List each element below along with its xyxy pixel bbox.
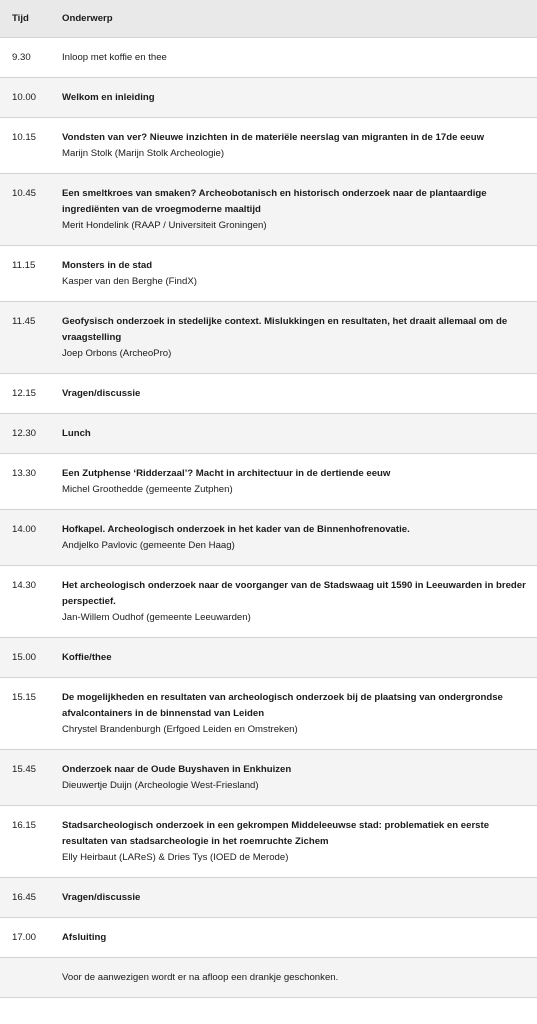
row-time: 15.45 — [0, 750, 50, 806]
row-time: 14.00 — [0, 510, 50, 566]
table-row — [0, 38, 537, 78]
session-title: Een Zutphense ‘Ridderzaal’? Macht in architectuur in de dertiende eeuw — [62, 468, 391, 479]
row-time: 16.45 — [0, 878, 50, 918]
table-row — [0, 374, 537, 414]
row-time — [0, 958, 50, 998]
table-row — [0, 878, 537, 918]
session-speaker: Elly Heirbaut (LAReS) & Dries Tys (IOED de Merode) — [62, 852, 289, 863]
session-title: Het archeologisch onderzoek naar de voorganger van de Stadswaag uit 1590 in Leeuwarden in breder perspectief. — [62, 580, 526, 607]
row-topic — [50, 510, 537, 566]
table-row — [0, 454, 537, 510]
program-body — [0, 38, 537, 998]
table-row — [0, 414, 537, 454]
session-speaker: Michel Groothedde (gemeente Zutphen) — [62, 484, 233, 495]
row-topic — [50, 918, 537, 958]
row-time: 11.15 — [0, 246, 50, 302]
table-row — [0, 118, 537, 174]
session-title: Vragen/discussie — [62, 388, 141, 399]
row-topic — [50, 246, 537, 302]
column-header-time: Tijd — [0, 0, 50, 38]
table-row — [0, 78, 537, 118]
column-header-topic: Onderwerp — [50, 0, 537, 38]
session-speaker: Jan-Willem Oudhof (gemeente Leeuwarden) — [62, 612, 251, 623]
row-time: 10.15 — [0, 118, 50, 174]
session-title: Monsters in de stad — [62, 260, 153, 271]
table-row — [0, 918, 537, 958]
session-speaker: Chrystel Brandenburgh (Erfgoed Leiden en Omstreken) — [62, 724, 298, 735]
session-title: Stadsarcheologisch onderzoek in een gekrompen Middeleeuwse stad: problematiek en eerste resultaten van stadsarcheologie in het roemruchte Zichem — [62, 820, 490, 847]
row-time: 17.00 — [0, 918, 50, 958]
table-row — [0, 510, 537, 566]
table-row — [0, 566, 537, 638]
session-speaker: Andjelko Pavlovic (gemeente Den Haag) — [62, 540, 235, 551]
session-title: Voor de aanwezigen wordt er na afloop een drankje geschonken. — [62, 972, 339, 983]
table-row — [0, 958, 537, 998]
row-time: 11.45 — [0, 302, 50, 374]
row-topic — [50, 750, 537, 806]
row-topic — [50, 806, 537, 878]
row-topic — [50, 678, 537, 750]
table-row — [0, 806, 537, 878]
session-speaker: Marijn Stolk (Marijn Stolk Archeologie) — [62, 148, 225, 159]
row-time: 12.15 — [0, 374, 50, 414]
session-title: Geofysisch onderzoek in stedelijke context. Mislukkingen en resultaten, het draait allemaal om de vraagstelling — [62, 316, 508, 343]
row-time: 16.15 — [0, 806, 50, 878]
row-topic — [50, 38, 537, 78]
row-topic — [50, 878, 537, 918]
row-topic — [50, 374, 537, 414]
session-title: Onderzoek naar de Oude Buyshaven in Enkhuizen — [62, 764, 292, 775]
row-time: 12.30 — [0, 414, 50, 454]
row-topic — [50, 302, 537, 374]
row-time: 10.00 — [0, 78, 50, 118]
session-speaker: Kasper van den Berghe (FindX) — [62, 276, 197, 287]
row-topic — [50, 78, 537, 118]
row-topic — [50, 566, 537, 638]
table-row — [0, 246, 537, 302]
table-row — [0, 302, 537, 374]
session-speaker: Dieuwertje Duijn (Archeologie West-Friesland) — [62, 780, 259, 791]
row-topic — [50, 118, 537, 174]
session-title: Koffie/thee — [62, 652, 112, 663]
session-speaker: Merit Hondelink (RAAP / Universiteit Groningen) — [62, 220, 267, 231]
table-header — [0, 0, 537, 38]
session-title: Vragen/discussie — [62, 892, 141, 903]
row-time: 15.15 — [0, 678, 50, 750]
row-time: 14.30 — [0, 566, 50, 638]
session-title: Hofkapel. Archeologisch onderzoek in het kader van de Binnenhofrenovatie. — [62, 524, 410, 535]
row-topic — [50, 454, 537, 510]
session-title: Vondsten van ver? Nieuwe inzichten in de materiële neerslag van migranten in de 17de eeuw — [62, 132, 485, 143]
table-row — [0, 638, 537, 678]
row-time: 9.30 — [0, 38, 50, 78]
session-title: Inloop met koffie en thee — [62, 52, 167, 63]
session-title: Welkom en inleiding — [62, 92, 155, 103]
row-time: 15.00 — [0, 638, 50, 678]
session-title: Lunch — [62, 428, 91, 439]
session-title: Afsluiting — [62, 932, 107, 943]
table-row — [0, 750, 537, 806]
table-row — [0, 678, 537, 750]
row-time: 13.30 — [0, 454, 50, 510]
row-time: 10.45 — [0, 174, 50, 246]
session-speaker: Joep Orbons (ArcheoPro) — [62, 348, 172, 359]
row-topic — [50, 638, 537, 678]
session-title: De mogelijkheden en resultaten van archeologisch onderzoek bij de plaatsing van ondergrondse afvalcontainers in de binnenstad van Leiden — [62, 692, 503, 719]
row-topic — [50, 958, 537, 998]
row-topic — [50, 414, 537, 454]
header-row — [0, 0, 537, 38]
row-topic — [50, 174, 537, 246]
session-title: Een smeltkroes van smaken? Archeobotanisch en historisch onderzoek naar de plantaardige ingrediënten van de vroegmoderne maaltijd — [62, 188, 487, 215]
table-row — [0, 174, 537, 246]
